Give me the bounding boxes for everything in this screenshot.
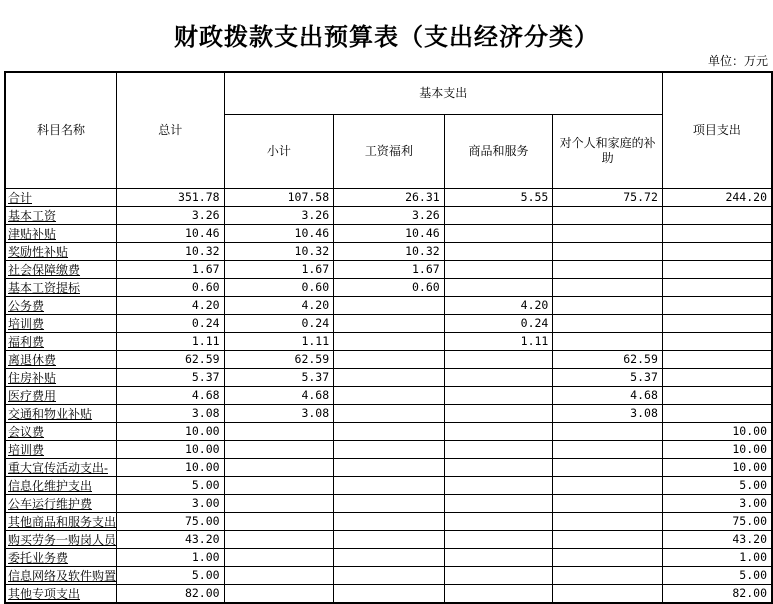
subject-cell: 会议费: [5, 422, 117, 440]
subject-cell: 公车运行维护费: [5, 494, 117, 512]
personal-subsidy-cell: [553, 296, 663, 314]
goods-services-cell: [444, 206, 553, 224]
total-cell: 3.00: [117, 494, 225, 512]
goods-services-cell: [444, 404, 553, 422]
subtotal-cell: 3.08: [224, 404, 334, 422]
total-cell: 3.26: [117, 206, 225, 224]
col-header-goods-services: 商品和服务: [444, 114, 553, 188]
goods-services-cell: [444, 458, 553, 476]
personal-subsidy-cell: [553, 476, 663, 494]
personal-subsidy-cell: 62.59: [553, 350, 663, 368]
subtotal-cell: 10.46: [224, 224, 334, 242]
col-header-wages-welfare: 工资福利: [334, 114, 445, 188]
subject-cell: 信息化维护支出: [5, 476, 117, 494]
table-row: [5, 440, 772, 458]
goods-services-cell: 0.24: [444, 314, 553, 332]
table-row: [5, 206, 772, 224]
total-cell: 82.00: [117, 584, 225, 603]
wages-welfare-cell: [334, 314, 445, 332]
goods-services-cell: [444, 224, 553, 242]
wages-welfare-cell: [334, 368, 445, 386]
personal-subsidy-cell: [553, 512, 663, 530]
project-expenditure-cell: [662, 386, 772, 404]
project-expenditure-cell: 5.00: [662, 476, 772, 494]
table-row: [5, 242, 772, 260]
total-cell: 62.59: [117, 350, 225, 368]
project-expenditure-cell: [662, 278, 772, 296]
table-row: [5, 476, 772, 494]
total-cell: 4.68: [117, 386, 225, 404]
total-cell: 5.00: [117, 476, 225, 494]
wages-welfare-cell: [334, 530, 445, 548]
table-row: [5, 512, 772, 530]
goods-services-cell: [444, 512, 553, 530]
subtotal-cell: 1.11: [224, 332, 334, 350]
subject-cell: 信息网络及软件购置: [5, 566, 117, 584]
subtotal-cell: [224, 422, 334, 440]
personal-subsidy-cell: [553, 458, 663, 476]
project-expenditure-cell: [662, 296, 772, 314]
project-expenditure-cell: [662, 404, 772, 422]
total-cell: 10.00: [117, 422, 225, 440]
project-expenditure-cell: 5.00: [662, 566, 772, 584]
col-header-project-expenditure: 项目支出: [662, 72, 772, 188]
wages-welfare-cell: [334, 404, 445, 422]
table-row: [5, 332, 772, 350]
table-row: [5, 314, 772, 332]
personal-subsidy-cell: [553, 566, 663, 584]
table-row: [5, 278, 772, 296]
total-cell: 3.08: [117, 404, 225, 422]
subtotal-cell: [224, 548, 334, 566]
subtotal-cell: [224, 566, 334, 584]
table-row: [5, 368, 772, 386]
wages-welfare-cell: 26.31: [334, 188, 445, 206]
wages-welfare-cell: [334, 332, 445, 350]
total-cell: 1.11: [117, 332, 225, 350]
personal-subsidy-cell: 5.37: [553, 368, 663, 386]
header-row-1: [5, 72, 772, 114]
table-row: [5, 296, 772, 314]
table-row: [5, 188, 772, 206]
wages-welfare-cell: [334, 350, 445, 368]
subject-cell: 医疗费用: [5, 386, 117, 404]
col-header-personal-family-subsidy: 对个人和家庭的补助: [553, 114, 663, 188]
wages-welfare-cell: 10.32: [334, 242, 445, 260]
table-row: [5, 224, 772, 242]
subject-cell: 奖励性补贴: [5, 242, 117, 260]
personal-subsidy-cell: [553, 332, 663, 350]
col-header-total: 总计: [117, 72, 225, 188]
col-group-header-basic-expenditure: 基本支出: [224, 72, 662, 114]
project-expenditure-cell: 75.00: [662, 512, 772, 530]
total-cell: 4.20: [117, 296, 225, 314]
wages-welfare-cell: [334, 512, 445, 530]
budget-table-body: [5, 188, 772, 603]
wages-welfare-cell: [334, 440, 445, 458]
subtotal-cell: [224, 476, 334, 494]
goods-services-cell: [444, 530, 553, 548]
total-cell: 5.00: [117, 566, 225, 584]
total-cell: 10.32: [117, 242, 225, 260]
personal-subsidy-cell: [553, 530, 663, 548]
goods-services-cell: [444, 260, 553, 278]
total-cell: 10.00: [117, 440, 225, 458]
project-expenditure-cell: 10.00: [662, 422, 772, 440]
table-row: [5, 386, 772, 404]
goods-services-cell: [444, 476, 553, 494]
goods-services-cell: [444, 584, 553, 603]
wages-welfare-cell: [334, 548, 445, 566]
unit-label: 单位：万元: [707, 54, 768, 68]
total-cell: 10.00: [117, 458, 225, 476]
subtotal-cell: 62.59: [224, 350, 334, 368]
subject-cell: 交通和物业补贴: [5, 404, 117, 422]
personal-subsidy-cell: [553, 440, 663, 458]
table-row: [5, 260, 772, 278]
table-row: [5, 494, 772, 512]
subject-cell: 其他商品和服务支出: [5, 512, 117, 530]
table-row: [5, 566, 772, 584]
table-row: [5, 530, 772, 548]
personal-subsidy-cell: [553, 206, 663, 224]
goods-services-cell: [444, 422, 553, 440]
project-expenditure-cell: [662, 314, 772, 332]
personal-subsidy-cell: 75.72: [553, 188, 663, 206]
subtotal-cell: [224, 512, 334, 530]
subject-cell: 公务费: [5, 296, 117, 314]
subject-cell: 福利费: [5, 332, 117, 350]
subject-cell: 基本工资: [5, 206, 117, 224]
subject-cell: 津贴补贴: [5, 224, 117, 242]
subject-cell: 培训费: [5, 440, 117, 458]
subtotal-cell: 0.24: [224, 314, 334, 332]
subject-cell: 委托业务费: [5, 548, 117, 566]
wages-welfare-cell: [334, 566, 445, 584]
subject-cell: 重大宣传活动支出-: [5, 458, 117, 476]
table-row: [5, 548, 772, 566]
project-expenditure-cell: [662, 206, 772, 224]
budget-table: [4, 71, 773, 604]
budget-table-header: [5, 72, 772, 188]
wages-welfare-cell: [334, 458, 445, 476]
total-cell: 1.67: [117, 260, 225, 278]
total-cell: 0.24: [117, 314, 225, 332]
goods-services-cell: 4.20: [444, 296, 553, 314]
total-cell: 351.78: [117, 188, 225, 206]
col-header-subject: 科目名称: [5, 72, 117, 188]
goods-services-cell: [444, 548, 553, 566]
total-cell: 1.00: [117, 548, 225, 566]
personal-subsidy-cell: [553, 584, 663, 603]
table-row: [5, 404, 772, 422]
subtotal-cell: 107.58: [224, 188, 334, 206]
project-expenditure-cell: [662, 224, 772, 242]
personal-subsidy-cell: 4.68: [553, 386, 663, 404]
personal-subsidy-cell: [553, 278, 663, 296]
goods-services-cell: 5.55: [444, 188, 553, 206]
project-expenditure-cell: 82.00: [662, 584, 772, 603]
subtotal-cell: [224, 584, 334, 603]
subject-cell: 离退休费: [5, 350, 117, 368]
personal-subsidy-cell: 3.08: [553, 404, 663, 422]
wages-welfare-cell: [334, 584, 445, 603]
subject-cell: 合计: [5, 188, 117, 206]
personal-subsidy-cell: [553, 422, 663, 440]
personal-subsidy-cell: [553, 494, 663, 512]
subtotal-cell: [224, 440, 334, 458]
page-title: 财政拨款支出预算表（支出经济分类）: [174, 25, 599, 51]
col-header-subtotal: 小计: [224, 114, 334, 188]
project-expenditure-cell: 1.00: [662, 548, 772, 566]
total-cell: 10.46: [117, 224, 225, 242]
goods-services-cell: 1.11: [444, 332, 553, 350]
subtotal-cell: [224, 458, 334, 476]
wages-welfare-cell: [334, 422, 445, 440]
project-expenditure-cell: 43.20: [662, 530, 772, 548]
wages-welfare-cell: 10.46: [334, 224, 445, 242]
subtotal-cell: 10.32: [224, 242, 334, 260]
subject-cell: 社会保障缴费: [5, 260, 117, 278]
wages-welfare-cell: [334, 494, 445, 512]
project-expenditure-cell: [662, 242, 772, 260]
goods-services-cell: [444, 350, 553, 368]
goods-services-cell: [444, 278, 553, 296]
wages-welfare-cell: [334, 296, 445, 314]
subtotal-cell: 4.68: [224, 386, 334, 404]
table-row: [5, 584, 772, 603]
project-expenditure-cell: 10.00: [662, 458, 772, 476]
subject-cell: 其他专项支出: [5, 584, 117, 603]
subtotal-cell: 1.67: [224, 260, 334, 278]
subtotal-cell: 0.60: [224, 278, 334, 296]
wages-welfare-cell: 1.67: [334, 260, 445, 278]
subtotal-cell: 4.20: [224, 296, 334, 314]
table-row: [5, 458, 772, 476]
wages-welfare-cell: [334, 386, 445, 404]
subject-cell: 培训费: [5, 314, 117, 332]
goods-services-cell: [444, 242, 553, 260]
subtotal-cell: 3.26: [224, 206, 334, 224]
subtotal-cell: [224, 530, 334, 548]
table-row: [5, 422, 772, 440]
wages-welfare-cell: 0.60: [334, 278, 445, 296]
subject-cell: 基本工资提标: [5, 278, 117, 296]
project-expenditure-cell: 244.20: [662, 188, 772, 206]
total-cell: 5.37: [117, 368, 225, 386]
personal-subsidy-cell: [553, 548, 663, 566]
subject-cell: 住房补贴: [5, 368, 117, 386]
personal-subsidy-cell: [553, 314, 663, 332]
personal-subsidy-cell: [553, 260, 663, 278]
subject-cell: 购买劳务一购岗人员: [5, 530, 117, 548]
project-expenditure-cell: 10.00: [662, 440, 772, 458]
goods-services-cell: [444, 368, 553, 386]
personal-subsidy-cell: [553, 224, 663, 242]
project-expenditure-cell: 3.00: [662, 494, 772, 512]
project-expenditure-cell: [662, 368, 772, 386]
wages-welfare-cell: 3.26: [334, 206, 445, 224]
wages-welfare-cell: [334, 476, 445, 494]
goods-services-cell: [444, 494, 553, 512]
project-expenditure-cell: [662, 350, 772, 368]
project-expenditure-cell: [662, 260, 772, 278]
total-cell: 0.60: [117, 278, 225, 296]
subtotal-cell: [224, 494, 334, 512]
subtotal-cell: 5.37: [224, 368, 334, 386]
goods-services-cell: [444, 440, 553, 458]
personal-subsidy-cell: [553, 242, 663, 260]
goods-services-cell: [444, 386, 553, 404]
goods-services-cell: [444, 566, 553, 584]
total-cell: 43.20: [117, 530, 225, 548]
total-cell: 75.00: [117, 512, 225, 530]
table-row: [5, 350, 772, 368]
project-expenditure-cell: [662, 332, 772, 350]
